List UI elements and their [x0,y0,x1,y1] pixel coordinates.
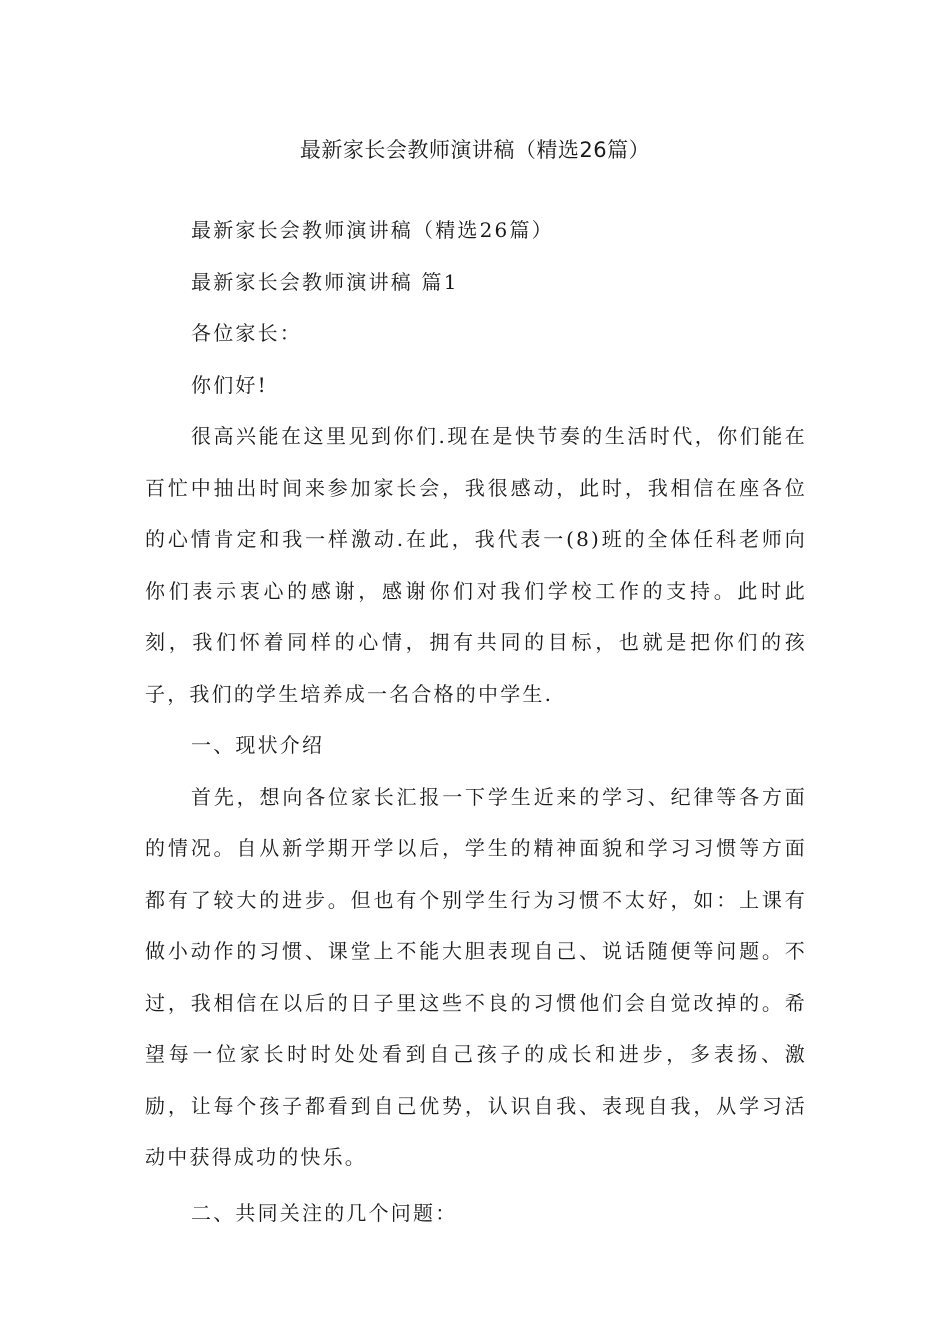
paragraph-greeting: 你们好! [191,372,268,397]
paragraph-subheading-2: 二、共同关注的几个问题： [191,1200,458,1225]
paragraph-section-title: 最新家长会教师演讲稿 篇1 [191,269,459,294]
paragraph-salutation: 各位家长： [191,321,302,345]
paragraph-heading: 最新家长会教师演讲稿（精选26篇） [191,218,554,242]
document-title: 最新家长会教师演讲稿（精选26篇） [299,138,651,162]
paragraph-intro: 很高兴能在这里见到你们.现在是快节奏的生活时代，你们能在百忙中抽出时间来参加家长会，我很感动，此时，我相信在座各位的心情肯定和我一样激动.在此，我代表一(8)班的全体任科老师向你们表示衷心的感谢，感谢你们对我们学校工作的支持。此时此刻，我们怀着同样的心情，拥有共同的目标，也就是把你们的孩子，我们的学生培养成一名合格的中学生. [145,424,807,706]
paragraph-status: 首先，想向各位家长汇报一下学生近来的学习、纪律等各方面的情况。自从新学期开学以后，学生的精神面貌和学习习惯等方面都有了较大的进步。但也有个别学生行为习惯不太好，如：上课有做小动作的习惯、课堂上不能大胆表现自己、说话随便等问题。不过，我相信在以后的日子里这些不良的习惯他们会自觉改掉的。希望每一位家长时时处处看到自己孩子的成长和进步，多表扬、激励，让每个孩子都看到自己优势，认识自我、表现自我，从学习活动中获得成功的快乐。 [145,784,807,1169]
paragraph-subheading-1: 一、现状介绍 [191,733,325,757]
document-body [145,205,807,1239]
